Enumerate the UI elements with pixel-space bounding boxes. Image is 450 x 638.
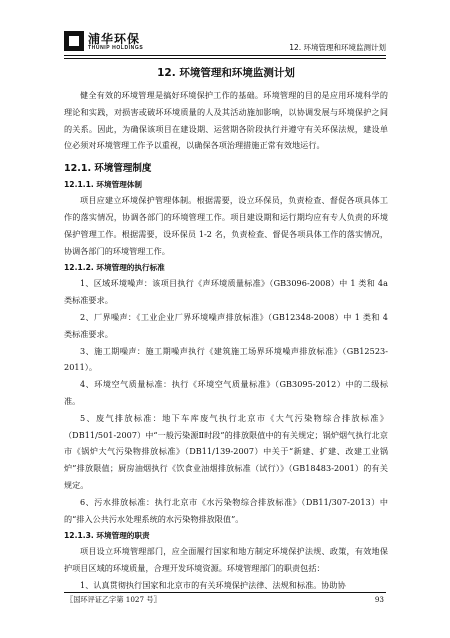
logo-name-cn: 浦华环保 [88,32,141,46]
page-footer [64,592,386,608]
duty-item: 1、认真贯彻执行国家和北京市的有关环境保护法律、法规和标准。协助协 [80,579,346,590]
page-number: 93 [374,595,384,604]
subsection-heading-12-1-1: 12.1.1. 环境管理体制 [64,180,142,190]
paragraph-12-1-3: 项目设立环境管理部门，应全面履行国家和地方制定环境保护法规、政策，有效地保护项目区域的环境质量，合理开发环境资源。环境管理部门的职责包括： [64,546,388,574]
header-divider-thin [64,58,386,59]
company-logo [64,30,154,56]
chapter-title: 12. 环境管理和环境监测计划 [157,67,295,79]
logo-mark-icon [64,31,84,51]
header-section-title: 12. 环境管理和环境监测计划 [289,43,386,52]
standard-item: 1、区域环境噪声：该项目执行《声环境质量标准》（GB3096-2008）中 1 类和 4a 类标准要求。 [64,278,388,306]
subsection-heading-12-1-2: 12.1.2. 环境管理的执行标准 [64,263,165,273]
certificate-number: 〖国环评证乙字第 1027 号〗 [66,595,161,604]
paragraph-12-1-1: 项目应建立环境保护管理体制。根据需要，设立环保员，负责检查、督促各项具体工作的落实情况，协调各部门的环境管理工作。项目建设期和运行期均应有专人负责的环境保护管理工作。根据需要，设环保员 1-2 名，负责检查、督促各项具体工作的落实情况，协调各部门的环境管理工作。 [64,195,388,256]
header-divider [64,55,386,56]
section-heading-12-1: 12.1. 环境管理制度 [64,163,152,175]
standard-item: 2、厂界噪声：《工业企业厂界环境噪声排放标准》（GB12348-2008）中 1 类和 4 类标准要求。 [64,311,388,339]
page-body [64,66,388,594]
standard-item: 3、施工期噪声：施工期噪声执行《建筑施工场界环境噪声排放标准》（GB12523-2011）。 [64,345,388,373]
intro-paragraph: 健全有效的环境管理是搞好环境保护工作的基础。环境管理的目的是应用环境科学的理论和实践，对损害或破坏环境质量的人及其活动施加影响，以协调发展与环境保护之间的关系。因此，为确保该项目在建设期、运营期各阶段执行并遵守有关环保法规，建设单位必须对环境管理工作予以重视，以确保各项治理措施正常有效地运行。 [64,90,388,151]
standard-item: 6、污水排放标准：执行北京市《水污染物综合排放标准》（DB11/307-2013）中的“排入公共污水处理系统的水污染物排放限值”。 [64,496,388,524]
logo-name-en: THUNIP HOLDINGS [88,45,144,51]
standard-item: 4、环境空气质量标准：执行《环境空气质量标准》（GB3095-2012）中的二级标准。 [64,379,388,406]
footer-divider [64,592,386,593]
page-header [0,0,450,58]
standard-item: 5、废气排放标准：地下车库废气执行北京市《大气污染物综合排放标准》（DB11/501-2007）中“一般污染源Ⅱ时段”的排放限值中的有关规定；锅炉烟气执行北京市《锅炉大气污染物排放标准》（DB11/139-2007）中关于“新建、扩建、改建工业锅炉”排放限值；厨房油烟执行《饮食业油烟排放标准（试行）》（GB18483-2001）的有关规定。 [64,412,388,490]
subsection-heading-12-1-3: 12.1.3. 环境管理的职责 [64,531,150,541]
